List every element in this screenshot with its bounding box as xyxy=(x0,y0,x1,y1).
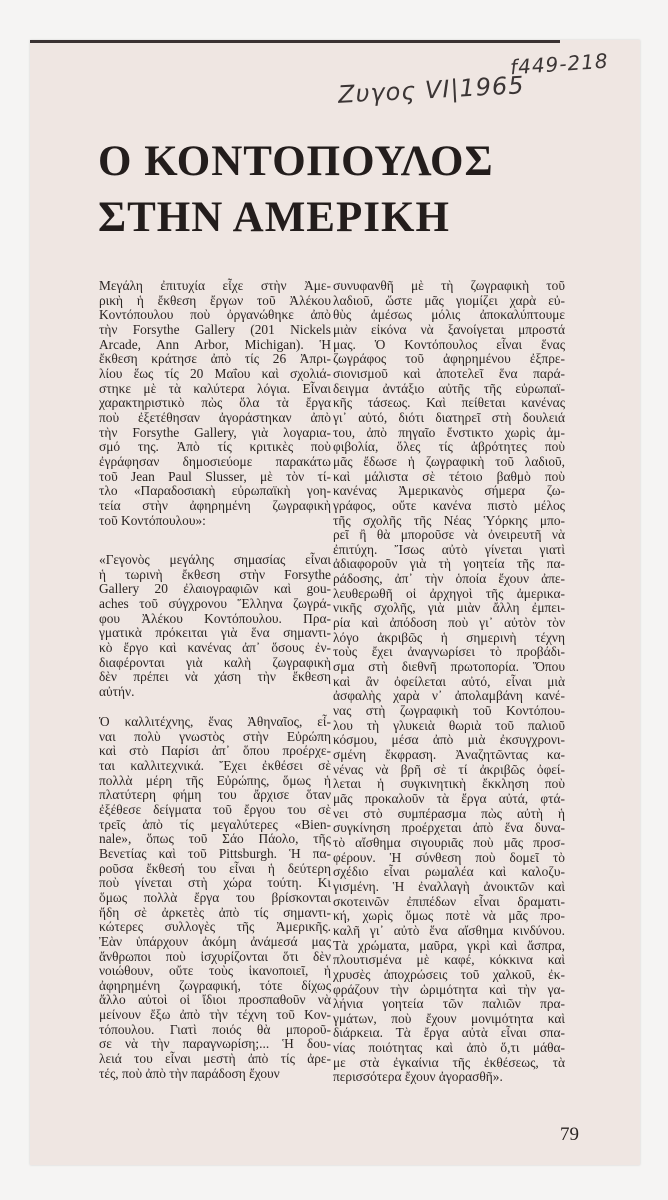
text-line: τοῦ Κοντόπουλου»: xyxy=(99,512,206,528)
text-line: κὸ ἔργο καὶ κανένας ἀπ᾿ ὅσους ἐν- xyxy=(99,639,331,655)
text-line: τρεῖς ἀπὸ τίς μεγαλύτερες «Bien- xyxy=(99,816,331,832)
text-line: διαφέρονται γιὰ καλὴ ζωγραφικὴ xyxy=(99,654,331,670)
text-line: καὶ ἂν ὀφείλεται αὐτό, εἶναι μιὰ xyxy=(333,673,565,689)
text-line: σχέδιο εἶναι ρωμαλέα καὶ καλοζυ- xyxy=(333,864,565,880)
text-line: σιονισμοῦ καὶ ἀποτελεῖ ἕνα παρά- xyxy=(333,365,565,381)
text-line: συγκίνηση προέρχεται ἀπὸ ἕνα δυνα- xyxy=(333,820,565,836)
text-line: διάρκεια. Τὰ ἔργα αὐτὰ εἶναι σπα- xyxy=(333,1025,565,1041)
article-headline xyxy=(98,134,494,246)
text-line: κή, χωρὶς ὅμως ποτὲ νὰ μᾶς προ- xyxy=(333,908,565,924)
text-line: τὴν Forsythe Gallery, γιὰ λογαρια- xyxy=(99,424,331,440)
text-line: κῆς τάσεως. Καὶ πείθεται κανένας xyxy=(333,395,565,411)
text-line: τὸ αἴσθημα σιγουριᾶς ποὺ μᾶς προσ- xyxy=(333,834,565,850)
text-line: με στὰ ἐγκαίνια τῆς ἐκθέσεως, τὰ xyxy=(333,1054,565,1070)
headline-line: ΣΤΗΝ ΑΜΕΡΙΚΗ xyxy=(98,194,450,241)
text-line: λαδιοῦ, ὥστε μᾶς γιομίζει χαρὰ εὐ- xyxy=(333,292,565,308)
text-line: ἤδη σὲ ἀρκετὲς ἀπὸ τίς σημαντι- xyxy=(99,904,331,920)
text-line: μείνουν ἔξω ἀπὸ τὴν τέχνη τοῦ Κον- xyxy=(99,1007,331,1023)
text-line: νει στὸ συμπέρασμα πὼς αὐτὴ ἡ xyxy=(333,805,565,821)
text-line: τεία στὴν ἀφηρημένη ζωγραφικὴ xyxy=(99,497,331,513)
text-line: Βενετίας καὶ τοῦ Pittsburgh. Ἡ πα- xyxy=(99,845,331,861)
text-line: ἐπιτύχη. Ἴσως αὐτὸ γίνεται γιατὶ xyxy=(333,541,565,557)
text-line: δὲν πρέπει νὰ χάση τὴν ἔκθεση xyxy=(99,669,331,685)
text-line: μιὰν εἰκόνα νὰ ξανοίγεται μπροστά xyxy=(333,321,565,337)
text-line: λειά του εἶναι μεστὴ ἀπὸ τίς ἀρε- xyxy=(99,1051,331,1067)
text-line: περισσότερα ἔχουν ἀγορασθῆ». xyxy=(333,1069,503,1085)
page-number: 79 xyxy=(560,1124,579,1145)
text-line: μᾶς προκαλοῦν τὰ ἔργα αὐτά, φτά- xyxy=(333,790,565,806)
text-line: γισμένη. Ἡ ἐναλλαγὴ ἀνοικτῶν καὶ xyxy=(333,878,565,894)
text-line: ρία καὶ ἀπόδοση ποὺ γι᾿ αὐτὸν τὸν xyxy=(333,615,565,631)
text-line: ἡ τωρινὴ ἔκθεση στὴν Forsythe xyxy=(99,566,331,582)
text-line: στηκε μὲ τὰ καλύτερα λόγια. Εἶναι xyxy=(99,380,331,396)
text-line: καὶ στὸ Παρίσι ἀπ᾿ ὅπου προέρχε- xyxy=(99,743,331,759)
text-line: νοιώθουν, οὔτε τοὺς ἱκανοποιεῖ, ἡ xyxy=(99,963,331,979)
text-line: Κοντόπουλου ποὺ ὀργανώθηκε ἀπὸ xyxy=(99,307,331,323)
text-line: ρεῖ ἢ θὰ μποροῦσε νὰ ὀνειρευτῆ νὰ xyxy=(333,527,565,543)
text-line: λήνια γοητεία τῶν παλιῶν πρα- xyxy=(333,996,565,1012)
text-line: λόγο ἀκριβῶς ἡ σημερινὴ τέχνη xyxy=(333,629,565,645)
text-line: nale», ὅπως τοῦ Σάο Πάολο, τῆς xyxy=(99,831,331,847)
text-line: ἄλλο αὐτοὶ οἱ ἴδιοι προσπαθοῦν νὰ xyxy=(99,992,331,1008)
text-line: χρυσὲς ἀποχρώσεις τοῦ χαλκοῦ, ἐκ- xyxy=(333,966,565,982)
text-line: λου τὴ γλυκειὰ θωριὰ τοῦ παλιοῦ xyxy=(333,717,565,733)
text-line: καλῆ γι᾿ αὐτὸ ἕνα αἴσθημα κινδύνου. xyxy=(333,922,565,938)
text-line: κανένας Ἀμερικανὸς σήμερα ζω- xyxy=(333,483,565,499)
text-line: ρικὴ ἡ ἔκθεση ἔργων τοῦ Ἀλέκου xyxy=(99,292,331,308)
text-line: Ὁ καλλιτέχνης, ἕνας Ἀθηναῖος, εἶ- xyxy=(99,714,331,729)
text-line: του, ἀπὸ πηγαῖο ἔνστικτο χωρὶς ἀμ- xyxy=(333,424,565,440)
text-line: ἀδιαφοροῦν γιὰ τὴ γοητεία τῆς πα- xyxy=(333,556,565,572)
text-line: σμα στὴ διεθνῆ πρωτοπορία. Ὅπου xyxy=(333,659,565,675)
text-line: τοὺς ἔχει ἀναγνωρίσει τὸ προβάδι- xyxy=(333,644,565,660)
text-line: κόσμου, μέσα ἀπὸ μιὰ ἐκσυγχρονι- xyxy=(333,732,565,748)
text-line: καὶ μάλιστα σὲ τέτοιο βαθμὸ ποὺ xyxy=(333,468,565,484)
text-line: φράζουν τὴν ὡριμότητα καὶ τὴν γα- xyxy=(333,981,565,997)
text-line: νένας νὰ βρῆ σὲ τί ἀκριβῶς ὀφεί- xyxy=(333,761,565,777)
text-line: σμένη ἔκφραση. Ἀναζητῶντας κα- xyxy=(333,747,565,762)
text-line: aches τοῦ σύγχρονου Ἕλληνα ζωγρά- xyxy=(99,595,331,611)
article-paragraph xyxy=(99,553,331,700)
text-line: Ἐὰν ὑπάρχουν ἀκόμη ἀνάμεσά μας xyxy=(99,933,331,949)
article-paragraph xyxy=(333,279,565,1085)
text-line: γράφος, οὔτε κανένα πιστὸ μέλος xyxy=(333,497,565,513)
text-line: κώτερες συλλογὲς τῆς Ἀμερικῆς. xyxy=(99,919,331,935)
text-line: ται καλλιτεχνικά. Ἔχει ἐκθέσει σὲ xyxy=(99,757,331,773)
text-line: χαρακτηριστικὸ πὼς ὅλα τὰ ἔργα xyxy=(99,395,331,411)
text-line: ἐξέθεσε δείγματα τοῦ ἔργου του σὲ xyxy=(99,801,331,817)
text-line: ἔκθεση κράτησε ἀπὸ τίς 26 Ἀπρι- xyxy=(99,351,331,367)
text-line: ἀσφαλὴς χαρὰ ν᾿ ἀπολαμβάνη κανέ- xyxy=(333,688,565,704)
text-line: νικῆς σχολῆς, γιὰ μιὰν ἄλλη ἐμπει- xyxy=(333,600,565,616)
top-rule-divider xyxy=(30,40,560,43)
text-line: γματικὰ πρόκειται γιὰ ἕνα σημαντι- xyxy=(99,625,331,641)
text-line: λευθερωθῆ οἱ ἀρχηγοὶ τῆς ἀμερικα- xyxy=(333,585,565,601)
text-line: νίας ποιότητας καὶ ἀπὸ ὅ,τι μάθα- xyxy=(333,1040,565,1056)
text-line: ποὺ γίνεται στὴ χώρα τούτη. Κι xyxy=(99,875,331,891)
text-line: μᾶς ἔδωσε ἡ ζωγραφικὴ τοῦ λαδιοῦ, xyxy=(333,453,565,469)
text-line: τές, ποὺ ἀπὸ τὴν παράδοση ἔχουν xyxy=(99,1065,280,1081)
text-line: νας στὴ ζωγραφικὴ τοῦ Κοντόπου- xyxy=(333,703,565,719)
text-line: σμό της. Ἀπὸ τίς κριτικὲς ποὺ xyxy=(99,439,331,455)
text-line: πλουτισμένα μὲ καφέ, κόκκινα καὶ xyxy=(333,952,565,968)
text-line: Gallery 20 ἐλαιογραφιῶν καὶ gou- xyxy=(99,581,331,597)
text-line: ποὺ ἐξετέθησαν ἀγοράστηκαν ἀπὸ xyxy=(99,409,331,425)
handwritten-source-note: Ζυγος VI|1965 xyxy=(337,71,526,109)
article-paragraph xyxy=(99,279,331,528)
right-text-column xyxy=(333,279,565,1085)
text-line: τῆς σχολῆς τῆς Νέας Ὑόρκης μπο- xyxy=(333,512,565,528)
article-paragraph xyxy=(99,715,331,1081)
text-line: ζωγράφος τοῦ ἀφηρημένου ἐξπρε- xyxy=(333,351,565,367)
text-line: τλο «Παραδοσιακὴ εὐρωπαϊκὴ γοη- xyxy=(99,483,331,499)
text-line: Τὰ χρώματα, μαῦρα, γκρὶ καὶ ἄσπρα, xyxy=(333,937,565,953)
text-line: ὅμως πολλὰ ἔργα του βρίσκονται xyxy=(99,889,331,905)
text-line: μας. Ὁ Κοντόπουλος εἶναι ἕνας xyxy=(333,336,565,352)
headline-line: Ο ΚΟΝΤΟΠΟΥΛΟΣ xyxy=(98,138,494,185)
text-line: τὴν Forsythe Gallery (201 Nickels xyxy=(99,321,331,337)
text-line: φέρουν. Ἡ σύνθεση ποὺ δομεῖ τὸ xyxy=(333,849,565,865)
text-line: λίου ἕως τίς 20 Μαΐου καὶ σχολιά- xyxy=(99,365,331,381)
text-line: τοῦ Jean Paul Slusser, μὲ τὸν τί- xyxy=(99,468,331,484)
text-line: τόπουλου. Γιατὶ ποιός θὰ μποροῦ- xyxy=(99,1021,331,1037)
text-line: φιβολία, ὅλες τίς ἀβρότητες ποὺ xyxy=(333,439,565,455)
text-line: σκοτεινῶν ἐπιπέδων εἶναι δραματι- xyxy=(333,893,565,909)
text-line: φου Ἀλέκου Κοντόπουλου. Πρα- xyxy=(99,610,331,626)
text-line: ἐγράφησαν δημοσιεύομε παρακάτω xyxy=(99,453,331,469)
text-line: συνυφανθῆ μὲ τὴ ζωγραφικὴ τοῦ xyxy=(333,278,565,293)
text-line: γι᾿ αὐτό, διότι διατηρεῖ στὴ δουλειά xyxy=(333,409,565,425)
text-line: «Γεγονὸς μεγάλης σημασίας εἶναι xyxy=(99,552,331,567)
text-line: πολλὰ μέρη τῆς Εὐρώπης, ὅμως ἡ xyxy=(99,772,331,788)
text-line: ροῦσα ἔκθεσή του εἶναι ἡ δεύτερη xyxy=(99,860,331,876)
text-line: αὐτήν. xyxy=(99,683,135,699)
text-line: δειγμα ἀντάξιο αὐτῆς τῆς εὐρωπαϊ- xyxy=(333,380,565,396)
text-line: γμάτων, ποὺ ἔχουν μονιμότητα καὶ xyxy=(333,1010,565,1026)
text-line: λεται ἡ συγκινητικὴ ἔκκληση ποὺ xyxy=(333,776,565,792)
text-line: Μεγάλη ἐπιτυχία εἶχε στὴν Ἀμε- xyxy=(99,278,331,293)
text-line: σε νὰ τὴν παραγνωρίση;... Ἡ δου- xyxy=(99,1036,331,1052)
text-line: ράδοσης, ἀπ᾿ τὴν ὁποία ἔχουν ἀπε- xyxy=(333,571,565,587)
text-line: ναι πολὺ γνωστὸς στὴν Εὐρώπη xyxy=(99,728,331,744)
text-line: Arcade, Ann Arbor, Michigan). Ἡ xyxy=(99,336,331,352)
handwritten-reference-number: f449-218 xyxy=(509,48,610,80)
text-line: θὺς ἀμέσως μόλις ἀποκαλύπτουμε xyxy=(333,307,565,323)
text-line: ἀφηρημένη ζωγραφική, τότε δίχως xyxy=(99,977,331,993)
text-line: ἄνθρωποι ποὺ ἰσχυρίζονται ὅτι δὲν xyxy=(99,948,331,964)
text-line: πλατύτερη φήμη του ἄρχισε ὅταν xyxy=(99,787,331,803)
